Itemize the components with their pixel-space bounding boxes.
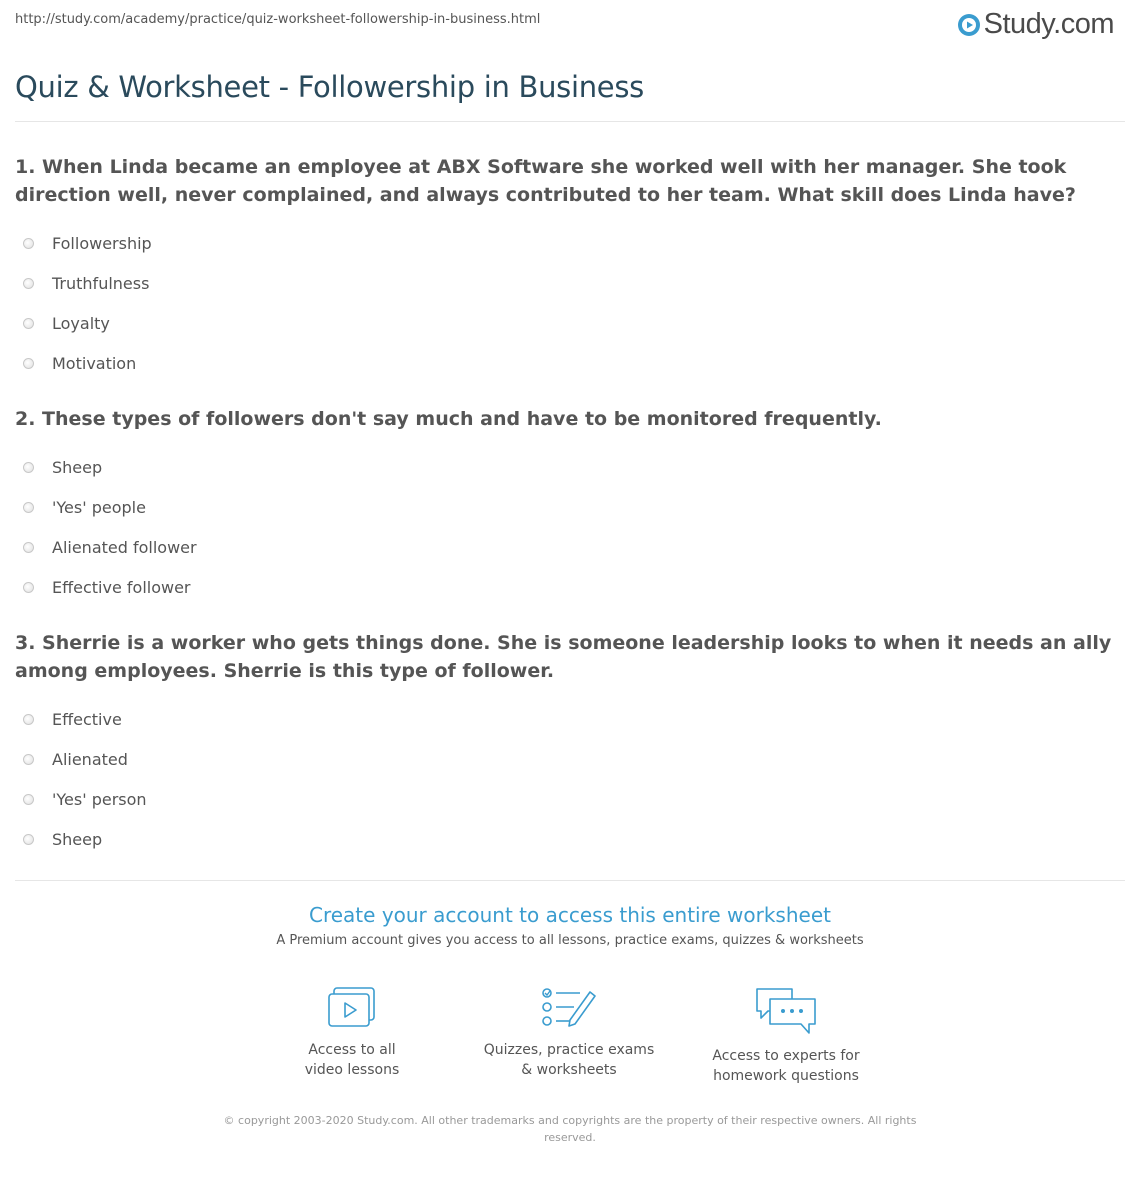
cta-title-link[interactable]: Create your account to access this entire worksheet (309, 903, 831, 927)
play-logo-icon (957, 13, 981, 37)
question-1 (15, 153, 1125, 383)
quiz-checklist-icon (540, 986, 598, 1030)
answer-label: Effective (52, 709, 122, 729)
radio-icon[interactable] (23, 794, 34, 805)
answer-label: Truthfulness (52, 273, 150, 293)
feature-video-lessons (252, 986, 452, 1080)
answer-label: Effective follower (52, 577, 191, 597)
answer-label: Motivation (52, 353, 137, 373)
answer-list (15, 223, 1125, 383)
answer-label: 'Yes' people (52, 497, 146, 517)
answer-label: 'Yes' person (52, 789, 147, 809)
answer-option[interactable] (15, 447, 1125, 487)
radio-icon[interactable] (23, 834, 34, 845)
answer-list (15, 699, 1125, 859)
feature-label: Access to experts for homework questions (712, 1048, 860, 1084)
radio-icon[interactable] (23, 582, 34, 593)
radio-icon[interactable] (23, 278, 34, 289)
answer-option[interactable] (15, 223, 1125, 263)
answer-option[interactable] (15, 303, 1125, 343)
radio-icon[interactable] (23, 502, 34, 513)
page-url: http://study.com/academy/practice/quiz-worksheet-followership-in-business.html (15, 12, 541, 27)
answer-option[interactable] (15, 527, 1125, 567)
page-title: Quiz & Worksheet - Followership in Business (15, 70, 644, 104)
answer-option[interactable] (15, 487, 1125, 527)
answer-option[interactable] (15, 739, 1125, 779)
question-2 (15, 405, 1125, 607)
answer-option[interactable] (15, 779, 1125, 819)
radio-icon[interactable] (23, 754, 34, 765)
title-divider (15, 121, 1125, 122)
video-lessons-icon (326, 986, 378, 1030)
feature-quizzes (469, 986, 669, 1080)
chat-bubbles-icon (754, 986, 818, 1036)
question-3 (15, 629, 1125, 859)
answer-label: Sheep (52, 829, 103, 849)
radio-icon[interactable] (23, 714, 34, 725)
answer-label: Sheep (52, 457, 103, 477)
signup-cta (0, 903, 1140, 948)
radio-icon[interactable] (23, 318, 34, 329)
copyright-footer: © copyright 2003-2020 Study.com. All other trademarks and copyrights are the property of their respective owners. All rights reserved. (223, 1114, 917, 1144)
radio-icon[interactable] (23, 542, 34, 553)
question-text: 2. These types of followers don't say much and have to be monitored frequently. (15, 408, 882, 430)
logo-text: Study.com (983, 8, 1114, 40)
radio-icon[interactable] (23, 358, 34, 369)
answer-option[interactable] (15, 567, 1125, 607)
answer-label: Alienated follower (52, 537, 197, 557)
answer-option[interactable] (15, 819, 1125, 859)
question-text: 1. When Linda became an employee at ABX Software she worked well with her manager. She took direction well, never complained, and always contributed to her team. What skill does Linda have? (15, 156, 1076, 206)
answer-label: Followership (52, 233, 152, 253)
radio-icon[interactable] (23, 462, 34, 473)
question-text: 3. Sherrie is a worker who gets things done. She is someone leadership looks to when it needs an ally among employees. Sherrie is this type of follower. (15, 632, 1112, 682)
answer-list (15, 447, 1125, 607)
study-logo[interactable] (957, 8, 1114, 41)
answer-option[interactable] (15, 343, 1125, 383)
answer-option[interactable] (15, 263, 1125, 303)
cta-subtitle: A Premium account gives you access to all lessons, practice exams, quizzes & worksheets (276, 933, 864, 948)
answer-label: Alienated (52, 749, 128, 769)
feature-label: Quizzes, practice exams & worksheets (483, 1042, 655, 1078)
feature-experts (686, 986, 886, 1086)
feature-label: Access to all video lessons (304, 1042, 400, 1078)
cta-divider (15, 880, 1125, 881)
answer-option[interactable] (15, 699, 1125, 739)
answer-label: Loyalty (52, 313, 110, 333)
radio-icon[interactable] (23, 238, 34, 249)
